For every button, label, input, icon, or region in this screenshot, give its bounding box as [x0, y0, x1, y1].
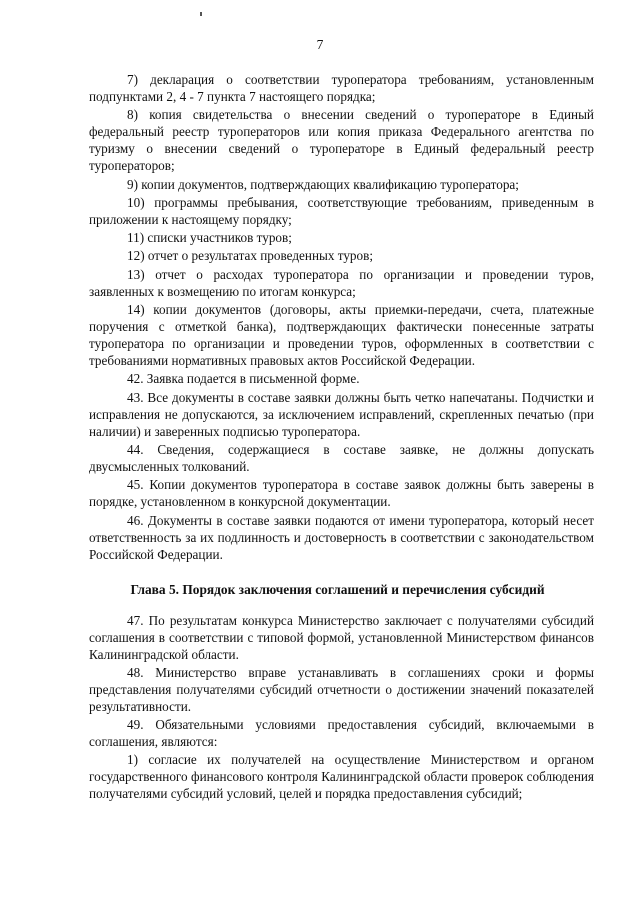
page-number: 7: [316, 37, 324, 52]
paragraph: 12) отчет о результатах проведенных туров;: [127, 248, 374, 264]
chapter-heading: Глава 5. Порядок заключения соглашений и перечисления субсидий: [130, 581, 545, 597]
paragraph: 10) программы пребывания, соответствующие требованиям, приведенным в приложении к настоящему порядку;: [89, 194, 594, 227]
paragraph: 1) согласие их получателей на осуществление Министерством и органом государственного финансового контроля Калининградской области проверок соблюдения получателями субсидий условий, целей и порядка предоставления субсидий;: [89, 752, 594, 802]
paragraph: 44. Сведения, содержащиеся в составе заявке, не должны допускать двусмысленных толкований.: [89, 441, 594, 474]
paragraph: 42. Заявка подается в письменной форме.: [127, 371, 360, 387]
paragraph: 11) списки участников туров;: [127, 230, 292, 246]
paragraph: 46. Документы в составе заявки подаются от имени туроператора, который несет ответственность за их подлинность и достоверность в соответствии с законодательством Российской Федерации.: [89, 512, 594, 562]
scan-mark: [200, 12, 202, 16]
paragraph: 8) копия свидетельства о внесении сведений о туроператоре в Единый федеральный реестр туроператоров или копия приказа Федерального агентства по туризму о внесении сведений о туроператоре в Единый федеральный реестр туроператоров;: [89, 107, 594, 174]
paragraph: 49. Обязательными условиями предоставления субсидий, включаемыми в соглашения, являются:: [89, 717, 594, 750]
paragraph: 7) декларация о соответствии туроператора требованиям, установленным подпунктами 2, 4 - 7 пункта 7 настоящего порядка;: [89, 72, 594, 104]
paragraph: 9) копии документов, подтверждающих квалификацию туроператора;: [127, 176, 519, 192]
paragraph: 14) копии документов (договоры, акты приемки-передачи, счета, платежные поручения с отметкой банка), подтверждающих фактически понесенные затраты туроператора по организации и проведении туров, оформленных в соответствии с требованиями нормативных правовых актов Российской Федерации.: [89, 302, 594, 369]
paragraph: 13) отчет о расходах туроператора по организации и проведении туров, заявленных к возмещению по итогам конкурса;: [89, 266, 594, 299]
paragraph: 43. Все документы в составе заявки должны быть четко напечатаны. Подчистки и исправления не допускаются, за исключением исправлений, скрепленных печатью (при наличии) и заверенных подписью туроператора.: [89, 389, 594, 439]
paragraph: 45. Копии документов туроператора в составе заявок должны быть заверены в порядке, установленном в конкурсной документации.: [89, 477, 594, 510]
paragraph: 47. По результатам конкурса Министерство заключает с получателями субсидий соглашения в соответствии с типовой формой, установленной Министерством финансов Калининградской области.: [89, 612, 594, 662]
document-body: [89, 71, 594, 804]
paragraph: 48. Министерство вправе устанавливать в соглашениях сроки и формы представления получателями субсидий отчетности о достижении значений показателей результативности.: [89, 664, 594, 714]
